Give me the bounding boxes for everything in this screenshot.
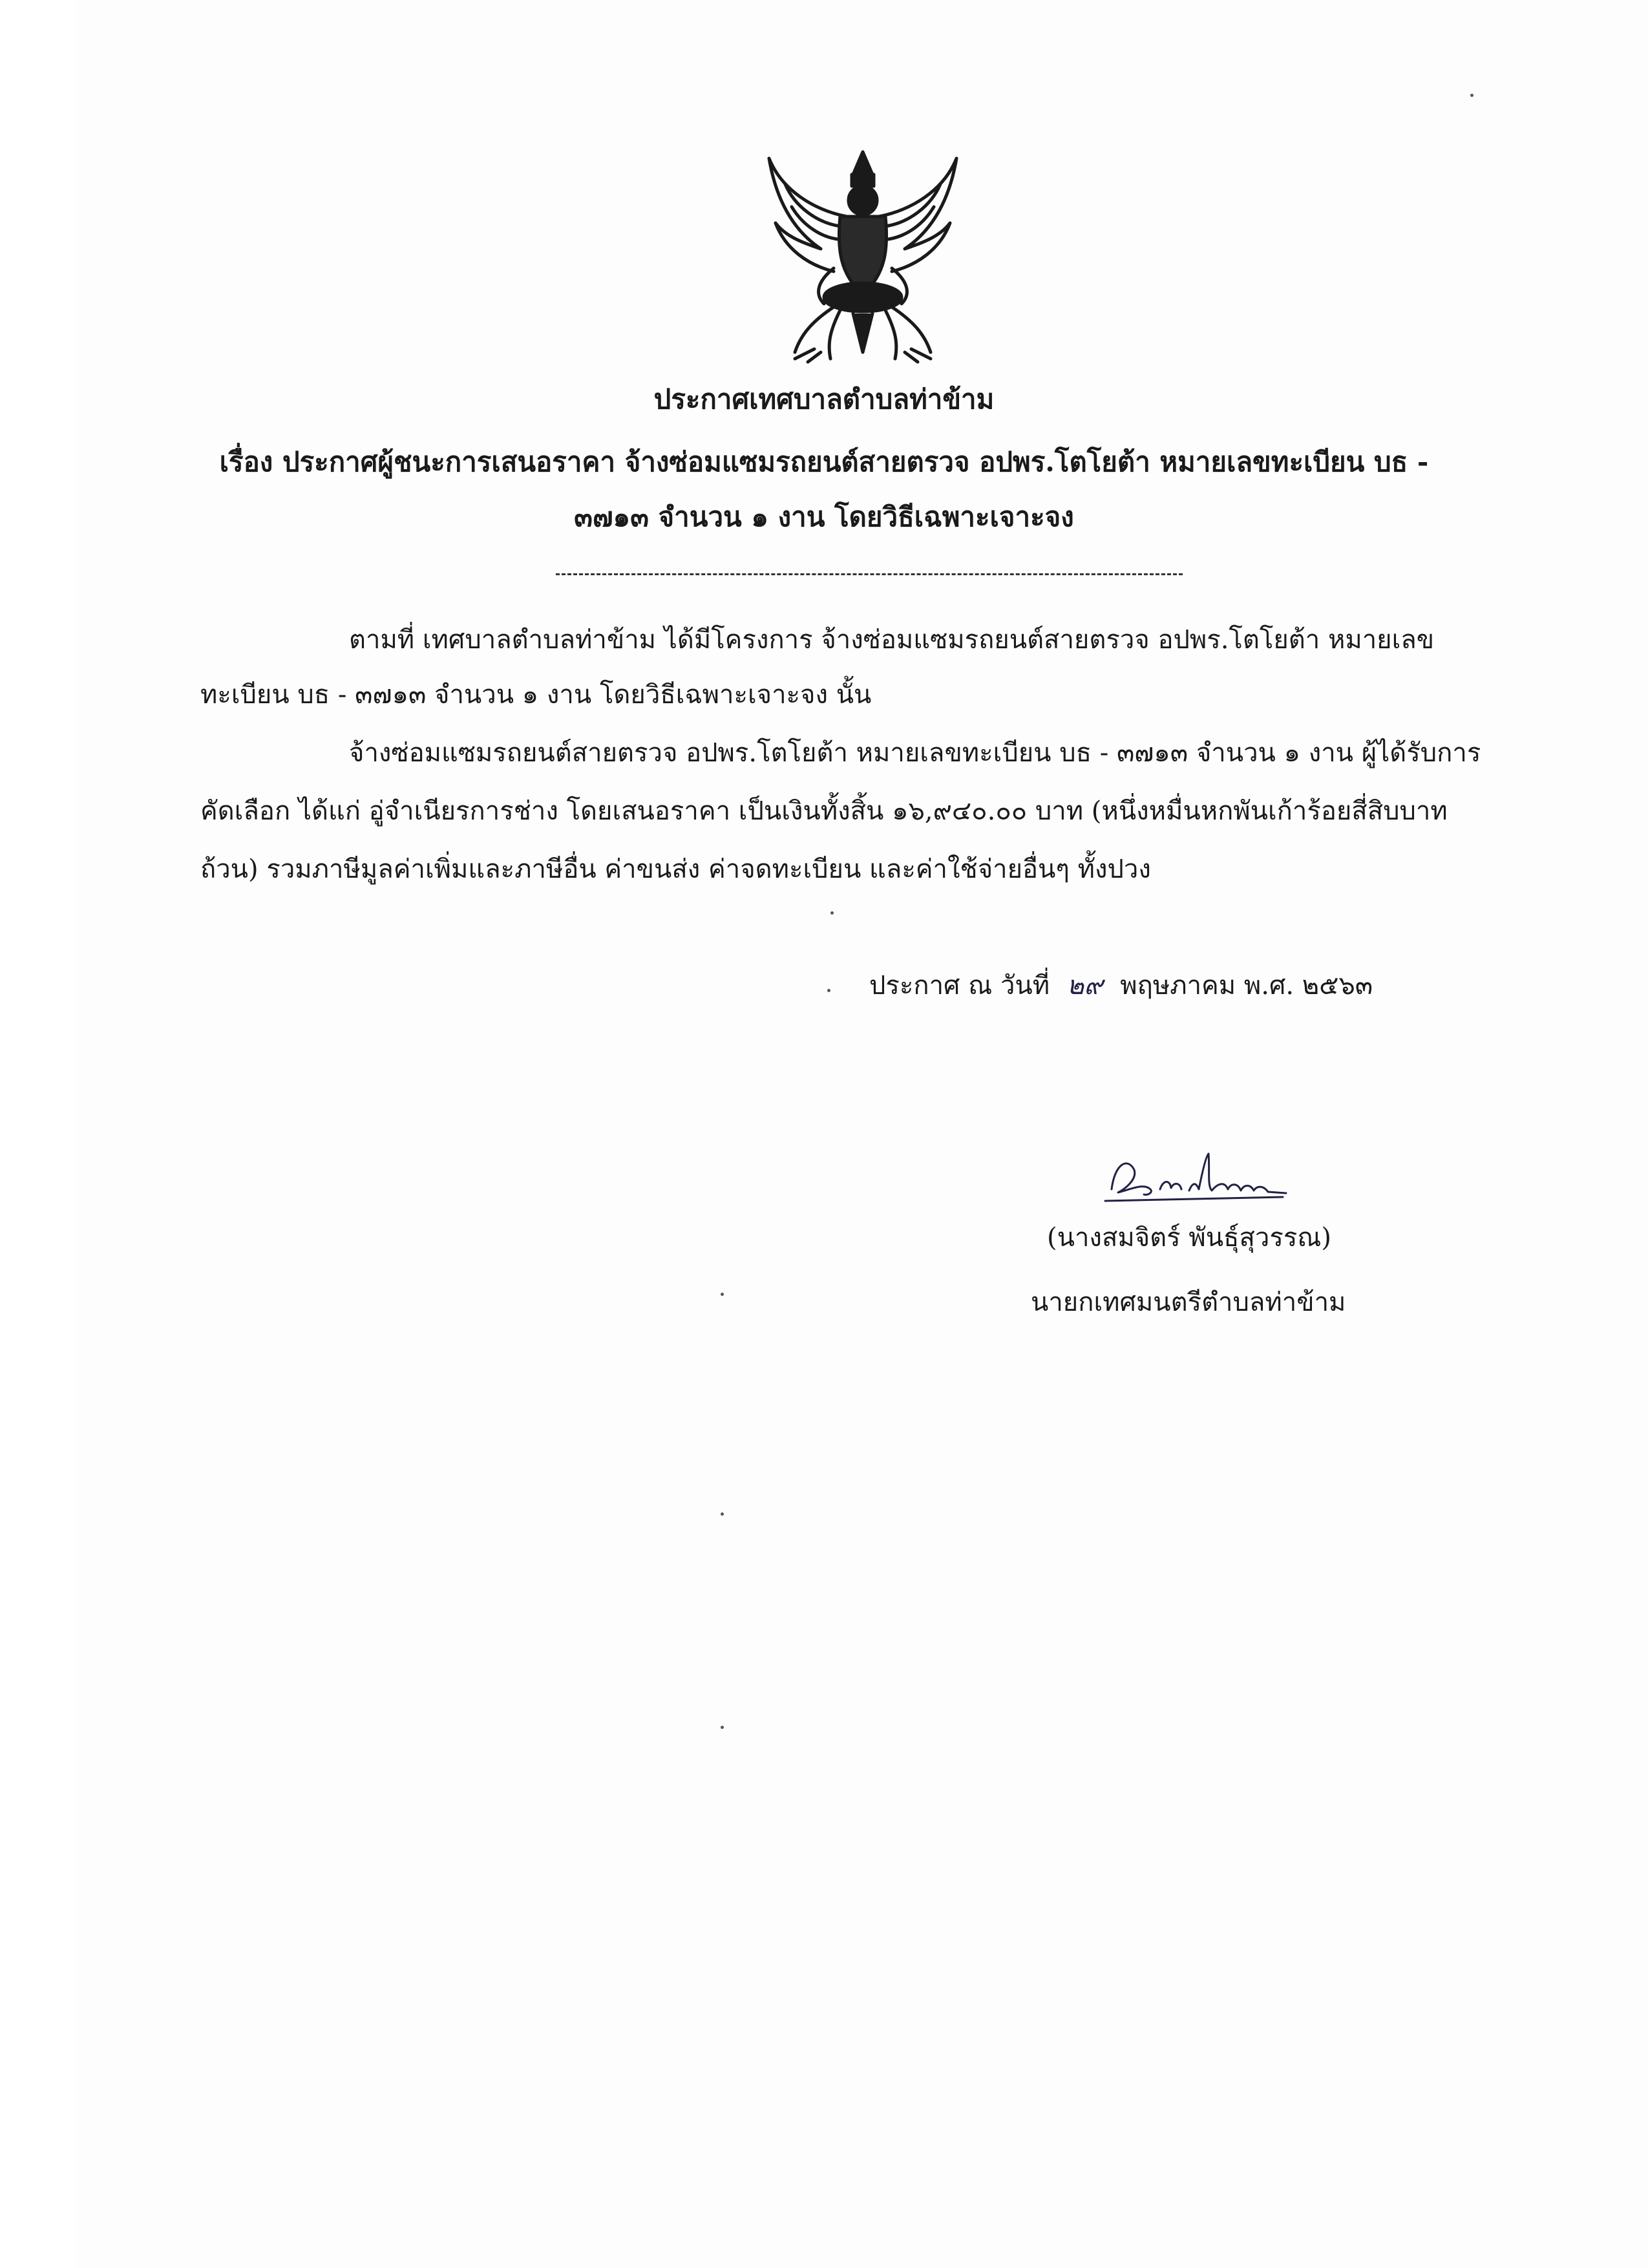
signatory-position: นายกเทศมนตรีตำบลท่าข้าม (1031, 1288, 1346, 1317)
scan-speck (721, 1726, 724, 1729)
scan-speck (827, 989, 830, 992)
scan-speck (1470, 94, 1474, 97)
subject-line-1: เรื่อง ประกาศผู้ชนะการเสนอราคา จ้างซ่อมแซมรถยนต์สายตรวจ อปพร.โตโยต้า หมายเลขทะเบียน บธ - (219, 446, 1429, 478)
date-month-year: พฤษภาคม พ.ศ. ๒๕๖๓ (1120, 971, 1373, 1001)
signatory-name: (นางสมจิตร์ พันธุ์สุวรรณ) (1047, 1223, 1332, 1253)
body-paragraph-2-line-2: คัดเลือก ได้แก่ อู่จำเนียรการช่าง โดยเสนอราคา เป็นเงินทั้งสิ้น ๑๖,๙๔๐.๐๐ บาท (หนึ่งหมื่นหกพันเก้าร้อยสี่สิบบาท (200, 796, 1448, 826)
announcement-title: ประกาศเทศบาลตำบลท่าข้าม (653, 383, 995, 415)
body-paragraph-2-line-1: จ้างซ่อมแซมรถยนต์สายตรวจ อปพร.โตโยต้า หมายเลขทะเบียน บธ - ๓๗๑๓ จำนวน ๑ งาน ผู้ได้รับการ (349, 738, 1481, 768)
body-paragraph-2-line-3: ถ้วน) รวมภาษีมูลค่าเพิ่มและภาษีอื่น ค่าขนส่ง ค่าจดทะเบียน และค่าใช้จ่ายอื่นๆ ทั้งปวง (200, 854, 1151, 884)
divider (556, 573, 1183, 575)
scan-border (0, 0, 76, 2268)
scan-speck (721, 1512, 724, 1516)
subject-line-2: ๓๗๑๓ จำนวน ๑ งาน โดยวิธีเฉพาะเจาะจง (574, 501, 1074, 533)
date-prefix: ประกาศ ณ วันที่ (869, 971, 1050, 1001)
body-paragraph-1-line-1: ตามที่ เทศบาลตำบลท่าข้าม ได้มีโครงการ จ้างซ่อมแซมรถยนต์สายตรวจ อปพร.โตโยต้า หมายเลข (349, 625, 1435, 655)
date-day: ๒๙ (1066, 971, 1103, 1001)
scan-speck (830, 911, 834, 915)
garuda-emblem (756, 145, 969, 365)
announcement-date (869, 966, 1373, 1005)
scan-speck (721, 1293, 724, 1296)
handwritten-signature (1099, 1144, 1293, 1209)
body-paragraph-1-line-2: ทะเบียน บธ - ๓๗๑๓ จำนวน ๑ งาน โดยวิธีเฉพาะเจาะจง นั้น (200, 680, 872, 710)
